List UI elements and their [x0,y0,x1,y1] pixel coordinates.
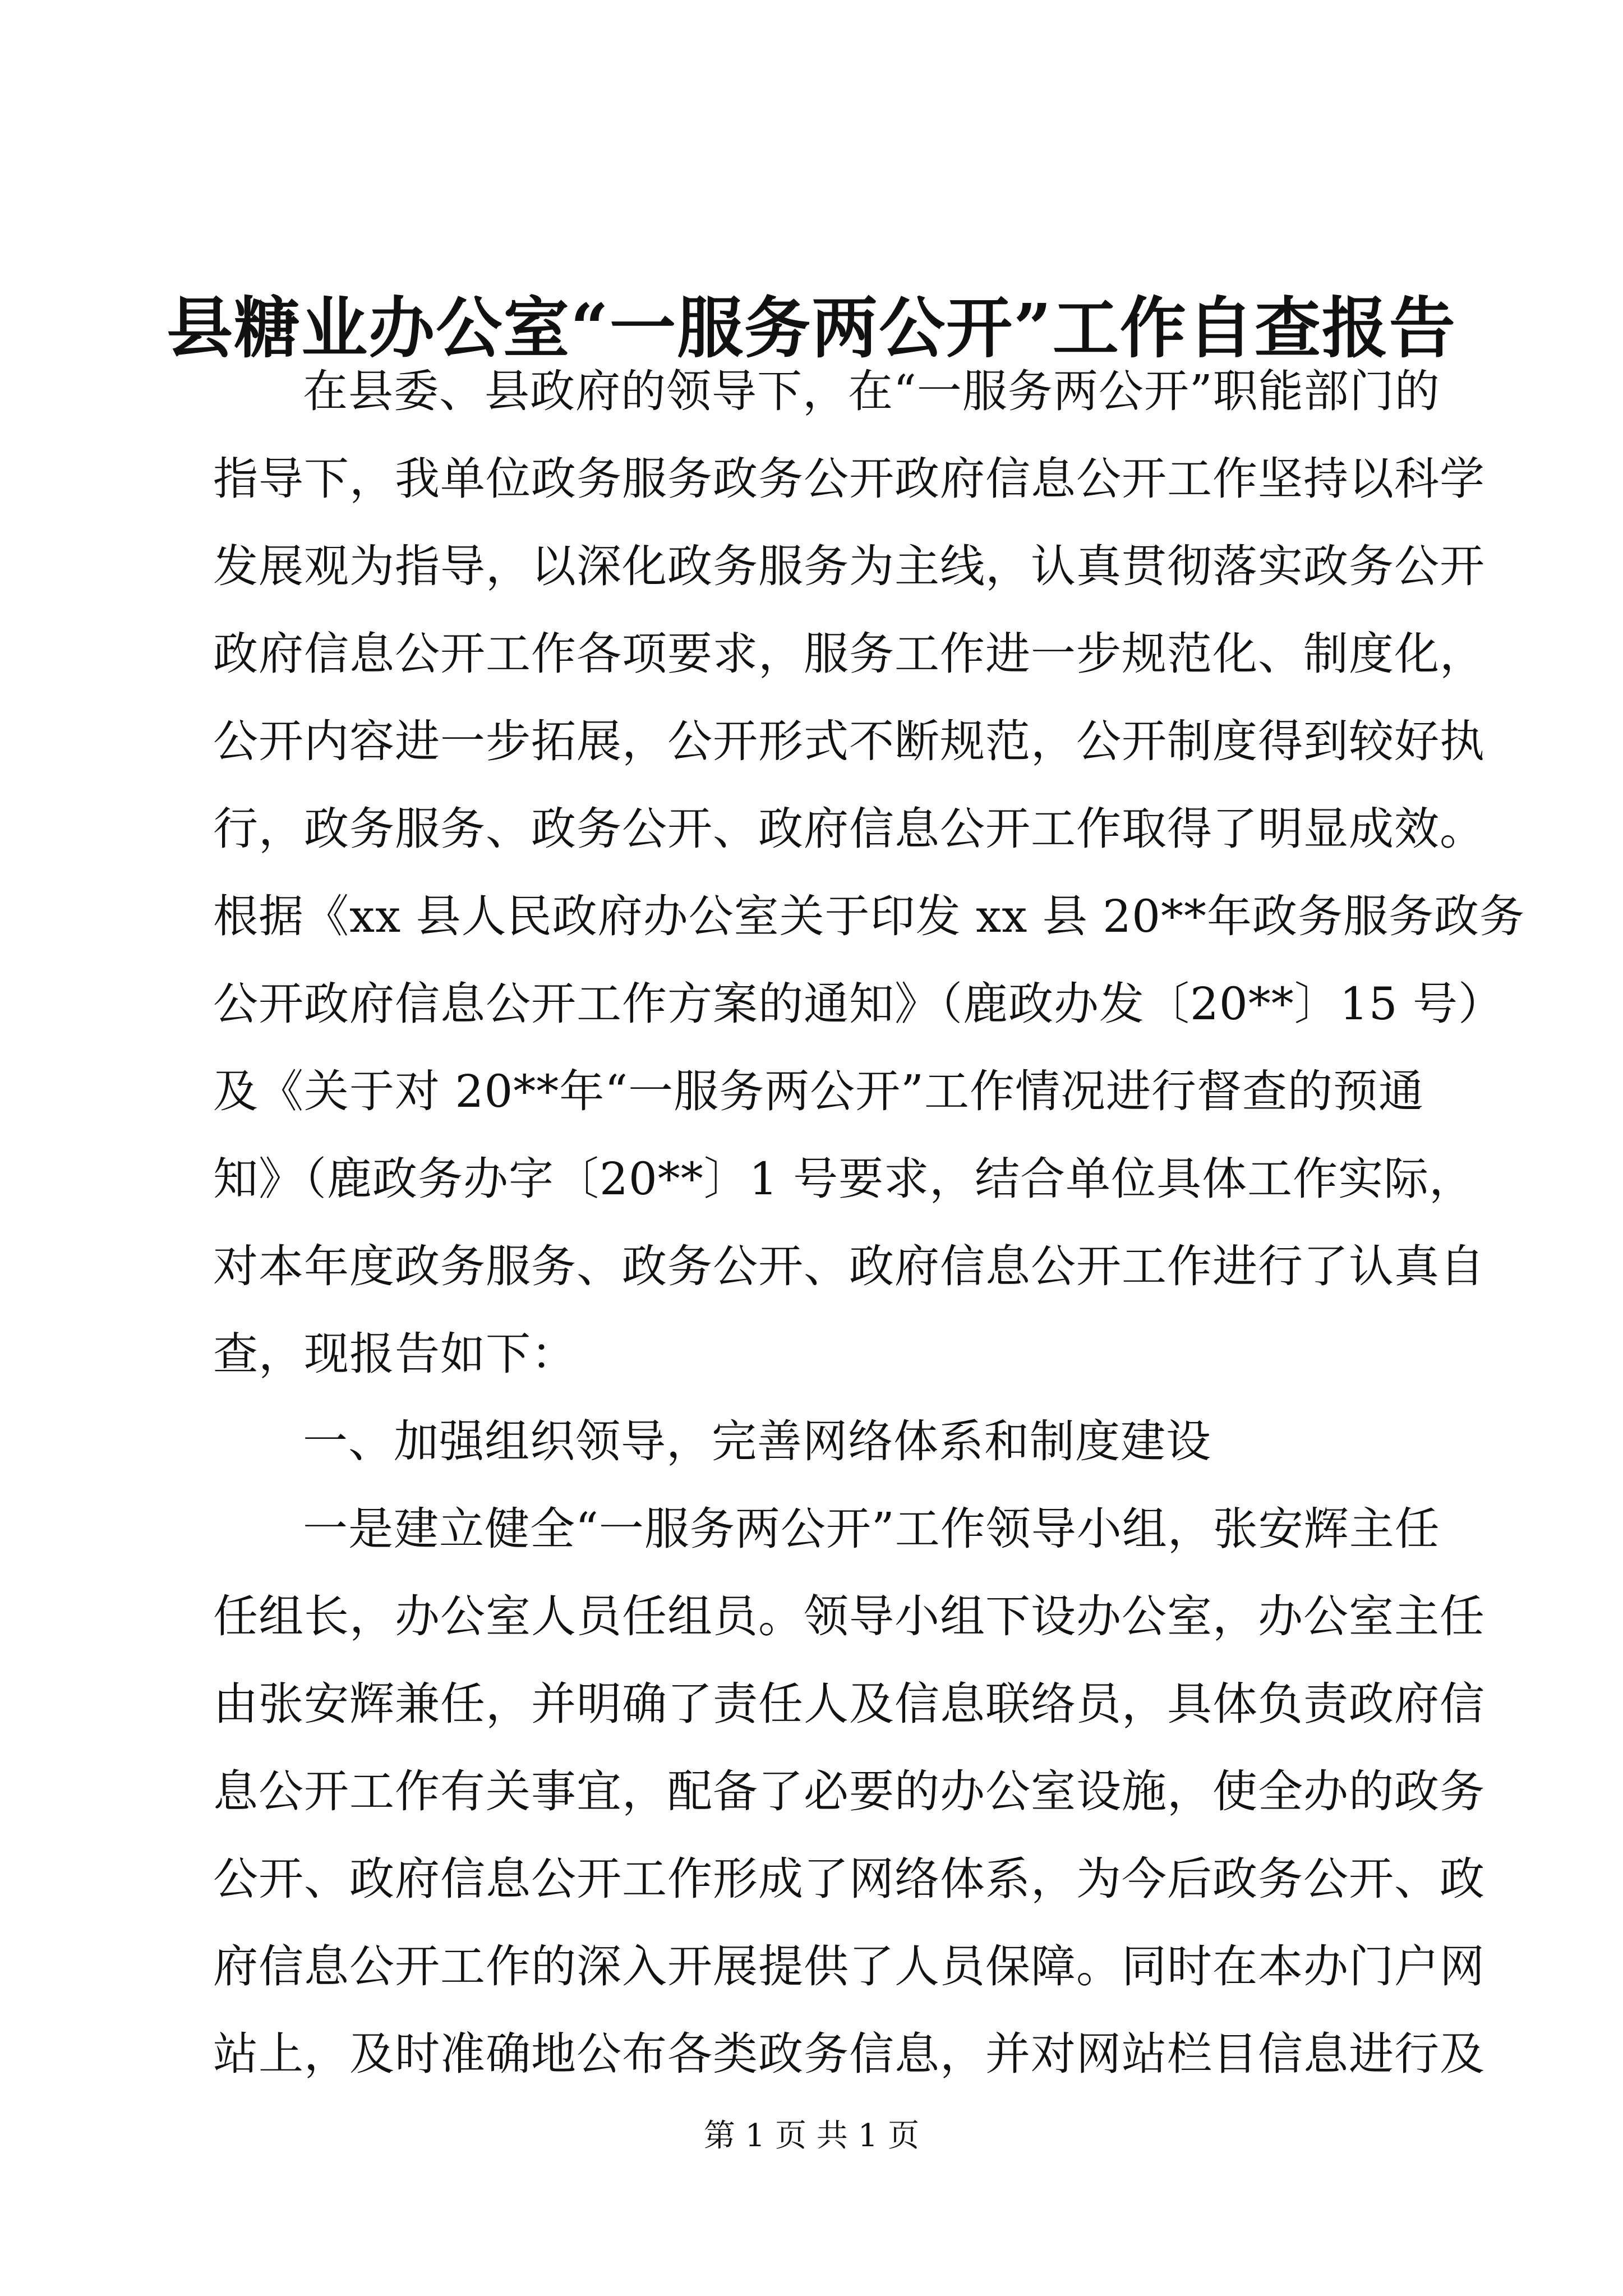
paragraph-line: 知》（鹿政务办字〔20**〕1 号要求，结合单位具体工作实际， [213,1153,1475,1205]
page-footer: 第 1 页 共 1 页 [703,2118,920,2154]
paragraph-line: 站上，及时准确地公布各类政务信息，并对网站栏目信息进行及 [213,2028,1485,2080]
document-title: 县糖业办公室“一服务两公开”工作自查报告 [167,289,1456,367]
paragraph-line: 由张安辉兼任，并明确了责任人及信息联络员，具体负责政府信 [213,1678,1485,1730]
paragraph-line: 公开、政府信息公开工作形成了网络体系，为今后政务公开、政 [213,1853,1485,1905]
paragraph-line: 查，现报告如下： [213,1328,577,1380]
paragraph-line: 息公开工作有关事宜，配备了必要的办公室设施，使全办的政务 [213,1765,1485,1818]
paragraph-line: 任组长，办公室人员任组员。领导小组下设办公室，办公室主任 [213,1590,1485,1642]
paragraph-line: 政府信息公开工作各项要求，服务工作进一步规范化、制度化， [213,628,1485,680]
paragraph-line: 公开内容进一步拓展，公开形式不断规范，公开制度得到较好执 [213,715,1485,767]
document-body [213,348,1525,2098]
paragraph-line: 发展观为指导，以深化政务服务为主线，认真贯彻落实政务公开 [213,540,1485,592]
paragraph-line: 公开政府信息公开工作方案的通知》（鹿政办发〔20**〕15 号） [213,978,1504,1030]
paragraph-line: 在县委、县政府的领导下，在“一服务两公开”职能部门的 [303,365,1440,417]
paragraph-line: 及《关于对 20**年“一服务两公开”工作情况进行督查的预通 [213,1065,1424,1117]
paragraph-line: 对本年度政务服务、政务公开、政府信息公开工作进行了认真自 [213,1240,1485,1292]
paragraph-line: 根据《xx 县人民政府办公室关于印发 xx 县 20**年政务服务政务 [213,890,1525,942]
paragraph-line: 一是建立健全“一服务两公开”工作领导小组，张安辉主任 [303,1503,1440,1555]
paragraph-line: 行，政务服务、政务公开、政府信息公开工作取得了明显成效。 [213,803,1485,855]
paragraph-line: 府信息公开工作的深入开展提供了人员保障。同时在本办门户网 [213,1940,1485,1993]
section-heading: 一、加强组织领导，完善网络体系和制度建设 [303,1415,1211,1467]
paragraph-line: 指导下，我单位政务服务政务公开政府信息公开工作坚持以科学 [213,453,1485,505]
